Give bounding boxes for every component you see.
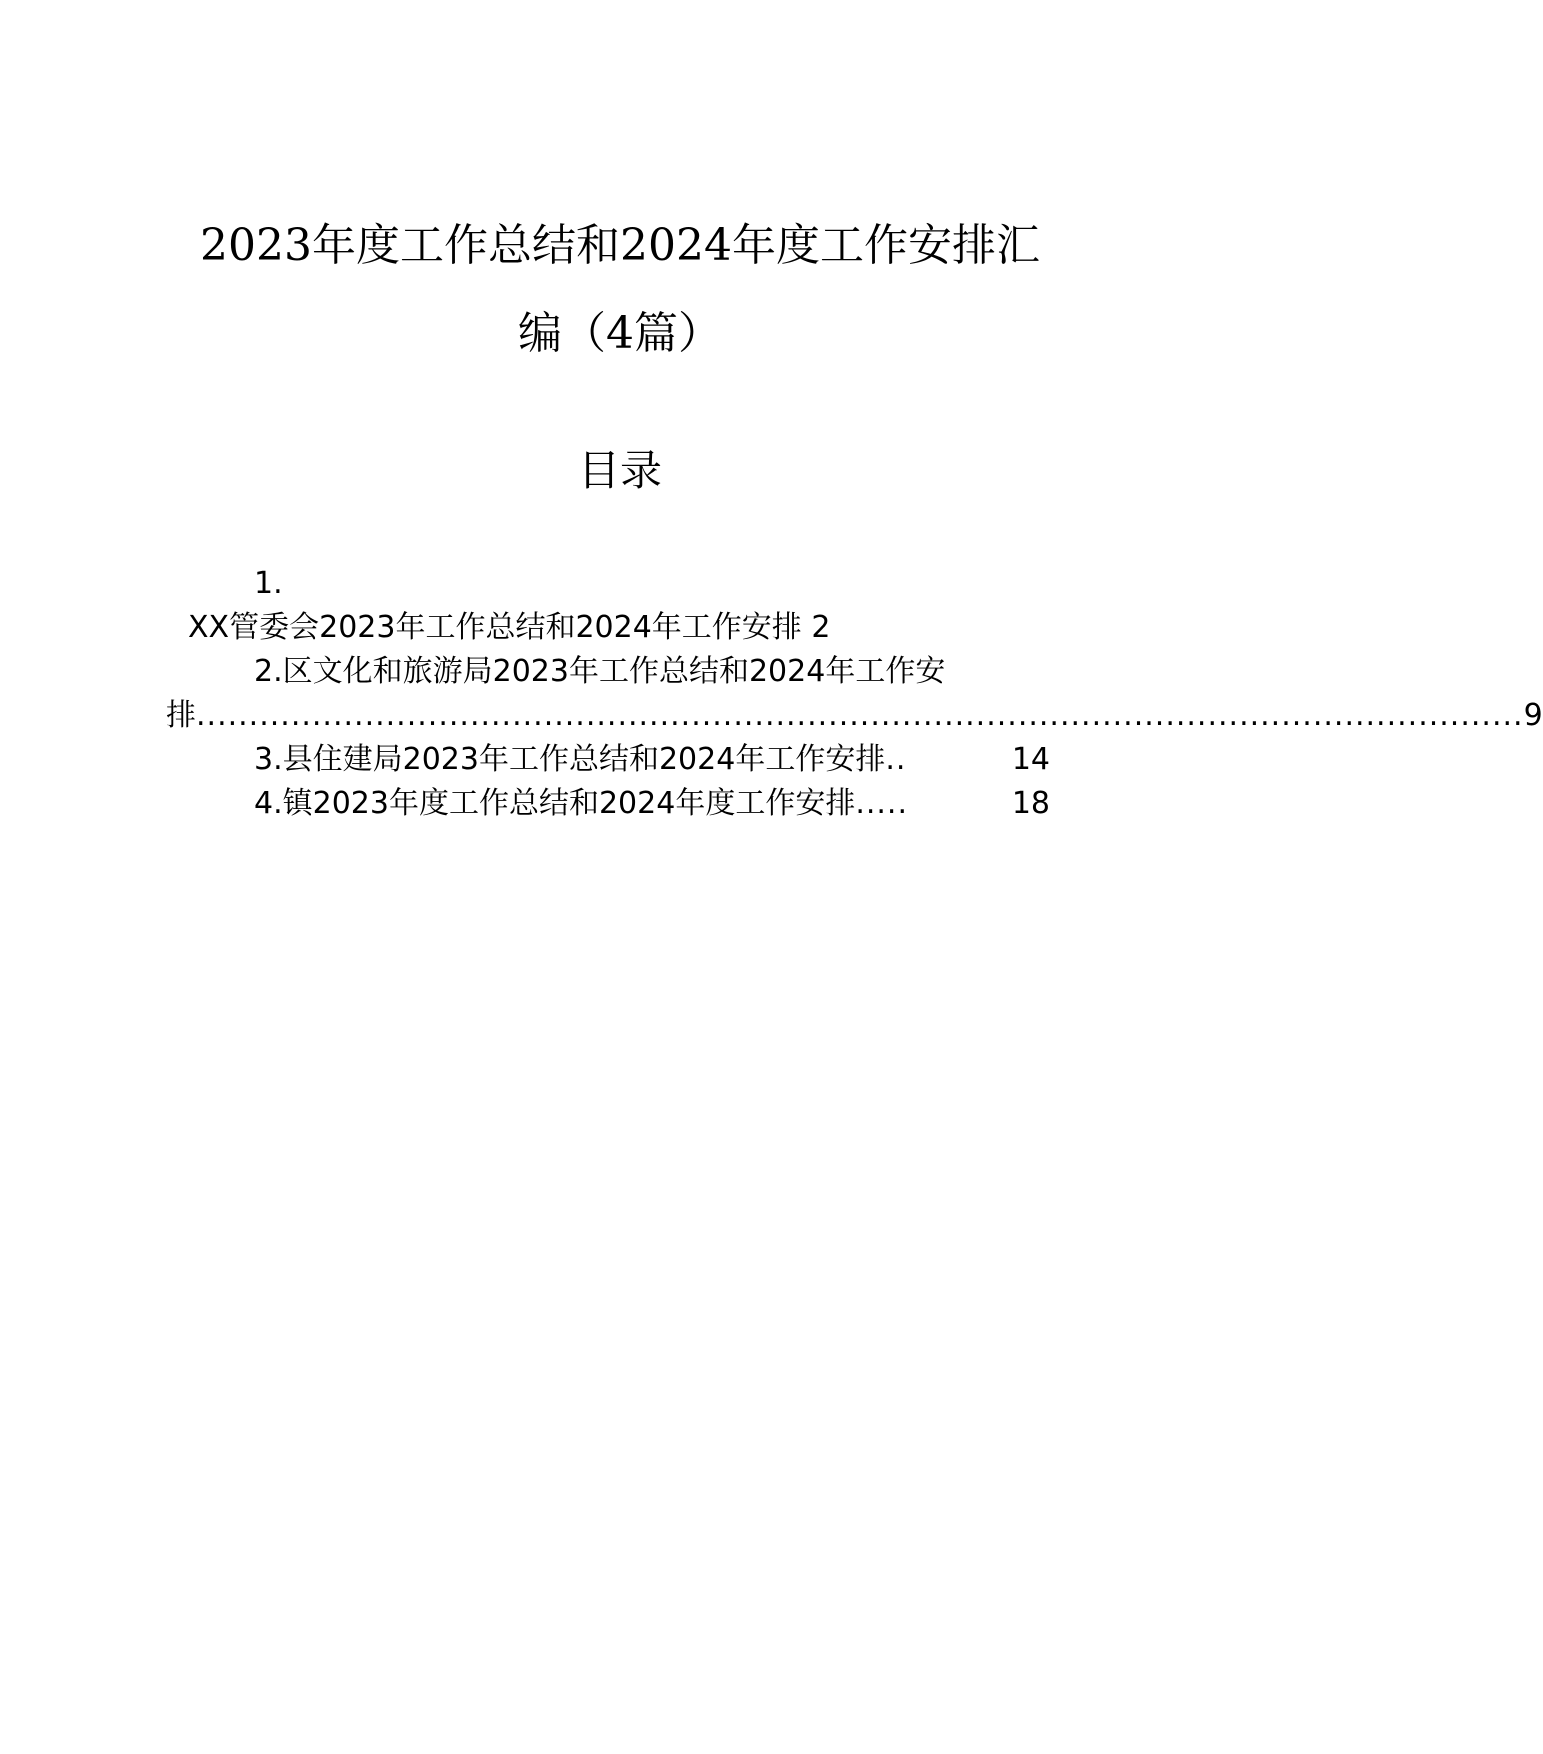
toc-entry-3-page: 14 xyxy=(1011,742,1050,777)
document-title-line-1: 2023年度工作总结和2024年度工作安排汇 xyxy=(200,220,1040,271)
toc-entry-3[interactable] xyxy=(254,738,1050,782)
toc-entry-2-page: 9 xyxy=(1523,698,1543,733)
toc-entry-2[interactable] xyxy=(166,694,1543,738)
toc-entry-4[interactable] xyxy=(254,782,1050,826)
toc-entry-2-title-line-1[interactable]: 2.区文化和旅游局2023年工作总结和2024年工作安 xyxy=(254,654,946,689)
toc-entry-2-title-line-2: 排 xyxy=(166,698,196,733)
toc-entry-1-title: XX管委会2023年工作总结和2024年工作安排 xyxy=(188,610,802,645)
toc-entry-1-number[interactable]: 1. xyxy=(254,566,283,601)
document-title-line-2: 编（4篇） xyxy=(518,308,722,359)
toc-entry-2-leader: .............................................................................................................................. xyxy=(196,698,1524,733)
toc-heading: 目录 xyxy=(577,446,662,495)
toc-entry-4-page: 18 xyxy=(1011,786,1050,821)
toc-entry-1[interactable] xyxy=(188,606,830,650)
toc-entry-1-page: 2 xyxy=(811,610,831,645)
toc-entry-4-title: 4.镇2023年度工作总结和2024年度工作安排 xyxy=(254,786,856,821)
toc-entry-3-leader: .. xyxy=(885,742,907,777)
toc-entry-3-title: 3.县住建局2023年工作总结和2024年工作安排 xyxy=(254,742,886,777)
toc-entry-4-leader: ..... xyxy=(855,786,909,821)
